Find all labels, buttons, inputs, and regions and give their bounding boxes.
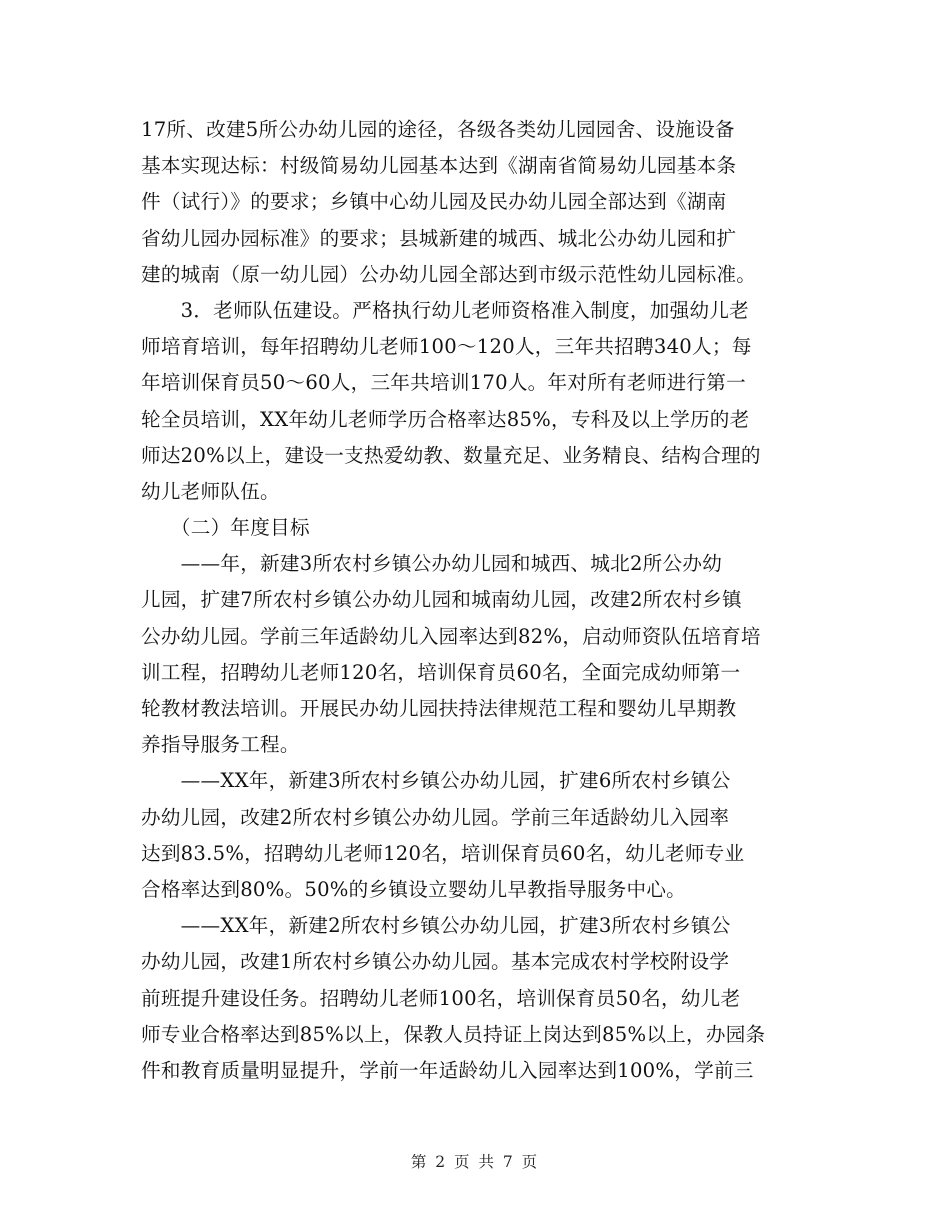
body-line: ——年，新建3所农村乡镇公办幼儿园和城西、城北2所公办幼 (141, 552, 723, 576)
page-number-footer: 第 2 页 共 7 页 (410, 1153, 540, 1171)
body-line: 师达20%以上，建设一支热爱幼教、数量充足、业务精良、结构合理的 (141, 443, 761, 467)
body-line: 建的城南（原一幼儿园）公办幼儿园全部达到市级示范性幼儿园标准。 (141, 262, 757, 286)
body-line: 训工程，招聘幼儿老师120名，培训保育员60名，全面完成幼师第一 (141, 660, 741, 684)
body-line: 养指导服务工程。 (141, 733, 300, 757)
body-line: 幼儿老师队伍。 (141, 479, 280, 503)
body-line: ——XX年，新建2所农村乡镇公办幼儿园，扩建3所农村乡镇公 (141, 914, 731, 938)
body-line: 件和教育质量明显提升，学前一年适龄幼儿入园率达到100%，学前三 (141, 1058, 754, 1082)
body-line: 3．老师队伍建设。严格执行幼儿老师资格准入制度，加强幼儿老 (141, 298, 750, 322)
section-heading: （二）年度目标 (141, 516, 310, 540)
body-line: 办幼儿园，改建1所农村乡镇公办幼儿园。基本完成农村学校附设学 (141, 950, 730, 974)
body-line: 合格率达到80%。50%的乡镇设立婴幼儿早教指导服务中心。 (141, 877, 687, 901)
body-line: 达到83.5%，招聘幼儿老师120名，培训保育员60名，幼儿老师专业 (141, 841, 745, 865)
document-body (141, 112, 813, 1089)
body-line: 件（试行）》的要求；乡镇中心幼儿园及民办幼儿园全部达到《湖南 (141, 190, 727, 214)
body-line: ——XX年，新建3所农村乡镇公办幼儿园，扩建6所农村乡镇公 (141, 769, 731, 793)
body-line: 师培育培训，每年招聘幼儿老师100～120人，三年共招聘340人；每 (141, 335, 752, 359)
body-line: 年培训保育员50～60人，三年共培训170人。年对所有老师进行第一 (141, 371, 746, 395)
body-line: 儿园，扩建7所农村乡镇公办幼儿园和城南幼儿园，改建2所农村乡镇 (141, 588, 742, 612)
body-line: 省幼儿园办园标准》的要求；县城新建的城西、城北公办幼儿园和扩 (141, 226, 737, 250)
body-line: 轮全员培训，XX年幼儿老师学历合格率达85%，专科及以上学历的老 (141, 407, 750, 431)
body-line: 办幼儿园，改建2所农村乡镇公办幼儿园。学前三年适龄幼儿入园率 (141, 805, 730, 829)
body-line: 轮教材教法培训。开展民办幼儿园扶持法律规范工程和婴幼儿早期教 (141, 697, 737, 720)
body-line: 基本实现达标：村级简易幼儿园基本达到《湖南省简易幼儿园基本条 (141, 154, 737, 178)
body-line: 前班提升建设任务。招聘幼儿老师100名，培训保育员50名，幼儿老 (141, 986, 741, 1010)
body-line: 师专业合格率达到85%以上，保教人员持证上岗达到85%以上，办园条 (141, 1022, 766, 1046)
body-line: 公办幼儿园。学前三年适龄幼儿入园率达到82%，启动师资队伍培育培 (141, 624, 761, 648)
body-line: 17所、改建5所公办幼儿园的途径，各级各类幼儿园园舍、设施设备 (141, 118, 735, 141)
